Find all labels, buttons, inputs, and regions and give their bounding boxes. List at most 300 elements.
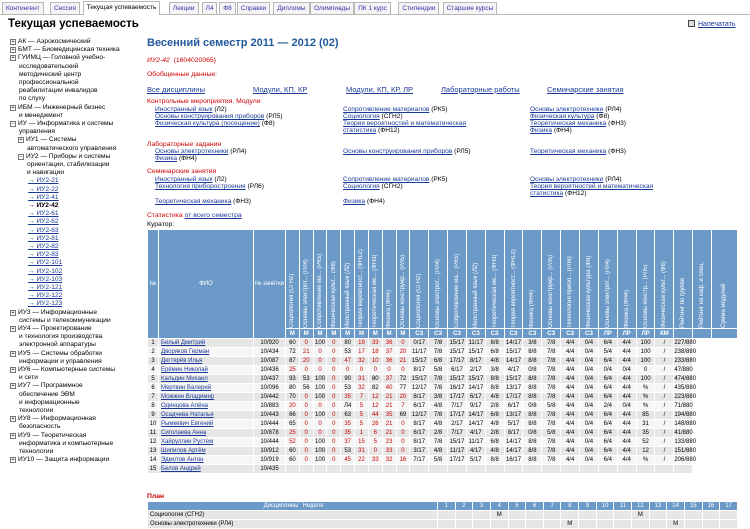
faculty-tree: [10, 38, 145, 528]
cell: 11/17: [410, 348, 429, 357]
col-book: № зачётки: [254, 230, 286, 339]
group-link[interactable]: → ИУ2-123: [28, 300, 63, 308]
table-row: [148, 420, 738, 429]
cell: 0/8: [523, 429, 542, 438]
group-link[interactable]: → ИУ2-21: [28, 177, 59, 185]
group-link[interactable]: → ИУ2-83: [28, 251, 59, 259]
cell: 4/4: [561, 447, 580, 456]
tree-item[interactable]: + ИУ8 — Информационная: [11, 415, 96, 423]
col-type: КМ: [655, 329, 674, 339]
general-link[interactable]: Лабораторные работы: [441, 85, 520, 94]
cell: 0: [327, 366, 341, 375]
arrow-icon: →: [28, 243, 37, 250]
subject-item[interactable]: Физика (ФН4): [343, 198, 385, 205]
expand-icon[interactable]: +: [11, 383, 15, 390]
cell: /: [655, 429, 674, 438]
subject-item[interactable]: Физическая культура (посещение) (Ф8): [155, 120, 275, 127]
tree-item[interactable]: технологии: [19, 448, 54, 455]
cell: 11/17: [466, 339, 485, 348]
group-link[interactable]: → ИУ2-101: [28, 259, 63, 267]
cell: 47: [341, 357, 355, 366]
cell: /: [655, 357, 674, 366]
cell: [598, 465, 617, 474]
subject-item[interactable]: Теоретическая механика (ФН3): [530, 148, 626, 155]
tab-3[interactable]: Текущая успеваемость: [83, 1, 161, 15]
col-subject[interactable]: Физика (ФН4): [617, 230, 636, 329]
tree-item[interactable]: исследовательский: [19, 62, 79, 70]
tree-item[interactable]: профессиональной: [19, 79, 79, 86]
expand-icon[interactable]: +: [11, 350, 15, 357]
cell: 7/17: [448, 402, 467, 411]
subject-item[interactable]: Иностранный язык (Л2): [155, 176, 227, 183]
tab-5[interactable]: Л4: [202, 2, 218, 14]
student-name[interactable]: Можжин Владимир: [159, 393, 254, 402]
expand-icon[interactable]: +: [11, 416, 15, 423]
cell: 0/4: [580, 348, 599, 357]
tree-item[interactable]: − ИУ2 — Приборы и системы: [19, 152, 111, 160]
cell: 0: [313, 420, 327, 429]
general-link[interactable]: Модули, КП, КР: [253, 85, 308, 94]
tree-item[interactable]: информации и управления: [19, 357, 102, 365]
subject-item[interactable]: статистика (ФН12): [530, 190, 587, 197]
cell: 0: [327, 447, 341, 456]
cell: 7/8: [542, 348, 561, 357]
cell: 0: [299, 456, 313, 465]
cell: 6/17: [504, 402, 523, 411]
group-link[interactable]: → ИУ2-42: [28, 202, 59, 209]
subject-item[interactable]: Иностранный язык (Л2): [155, 106, 227, 113]
subject-item[interactable]: Физика (ФН4): [155, 155, 197, 162]
plan-cell: [720, 520, 738, 529]
group-link[interactable]: → ИУ2-61: [28, 210, 59, 218]
cell: 60: [286, 339, 300, 348]
week-number: 13: [649, 502, 667, 511]
student-name[interactable]: Белов Андрей: [159, 465, 254, 474]
tree-item[interactable]: + ИУ9 — Теоретическая: [11, 431, 87, 439]
cell: 11: [148, 429, 159, 438]
plan-cell: [632, 520, 650, 529]
student-name[interactable]: Рымкевич Евгений: [159, 420, 254, 429]
plan-cell: М: [561, 520, 579, 529]
cell: 21: [382, 420, 396, 429]
cell: 33: [368, 456, 382, 465]
tree-item[interactable]: по слуху: [19, 95, 46, 103]
student-name[interactable]: Одинцова Алёна: [159, 402, 254, 411]
tab-2[interactable]: Сессия: [50, 2, 80, 14]
tab-11[interactable]: Стипендии: [398, 2, 439, 14]
expand-icon[interactable]: +: [11, 104, 15, 111]
expand-icon[interactable]: +: [11, 47, 15, 54]
cell: 37: [382, 375, 396, 384]
tree-item[interactable]: + АК — Аэрокосмический: [11, 38, 91, 45]
plan-header: Дисциплины Неделя: [148, 502, 438, 511]
cell: 7/8: [429, 375, 448, 384]
tree-item[interactable]: электронной аппаратуры: [19, 341, 96, 349]
subject-item[interactable]: Основы электротехники (РЛ4): [155, 148, 247, 155]
cell: 12/17: [411, 412, 427, 418]
tab-1[interactable]: Контингент: [2, 2, 44, 14]
cell: 6: [368, 429, 382, 438]
expand-icon[interactable]: +: [11, 55, 15, 62]
cell: 7/17: [410, 456, 429, 465]
tab-8[interactable]: Дипломы: [273, 2, 309, 14]
student-name[interactable]: Осадчева Наталья: [159, 411, 254, 420]
cell: 10/087: [254, 357, 286, 366]
tree-item[interactable]: ориентации, стабилизации: [27, 161, 110, 168]
plan-cell: [667, 511, 685, 520]
collapse-icon[interactable]: −: [19, 153, 23, 160]
student-name[interactable]: Хайруллин Рустем: [159, 438, 254, 447]
tree-item[interactable]: и технология производства: [19, 333, 103, 341]
col-subject[interactable]: Основы электрот... (РЛ4): [598, 230, 617, 329]
cell: 7/8: [542, 339, 561, 348]
expand-icon[interactable]: +: [11, 326, 15, 332]
cell: 17/17: [449, 394, 465, 400]
group-header: [147, 57, 216, 64]
subject-item[interactable]: Основы электротехники (РЛ4): [530, 106, 622, 113]
cell: 10/435: [254, 465, 286, 474]
student-name[interactable]: Ерёмин Николай: [159, 366, 254, 375]
tree-item[interactable]: и сети: [19, 374, 38, 382]
cell: 0/4: [580, 366, 599, 375]
subject-item[interactable]: Физическая культура (Ф8): [530, 113, 610, 120]
tree-item[interactable]: + ИБМ — Инженерный бизнес: [11, 103, 106, 111]
col-subject[interactable]: Социология (СГН2): [286, 230, 300, 329]
subject-item[interactable]: Социология (СГН2): [343, 183, 403, 190]
cell: 4/4: [561, 411, 580, 420]
subject-item[interactable]: Теоретическая механика (ФН3): [530, 120, 626, 127]
col-subject[interactable]: Иностранный язык (Л2): [341, 230, 355, 329]
cell: 5/4: [598, 348, 617, 357]
group-link[interactable]: → ИУ2-103: [28, 275, 63, 283]
col-subject[interactable]: Основы электрот... (РЛ4): [429, 230, 448, 329]
cell: 0: [313, 357, 327, 366]
cell: 0/4: [580, 420, 599, 429]
week-number: 17: [720, 502, 738, 511]
tree-item[interactable]: управления: [19, 128, 55, 136]
cell: 6/8: [485, 411, 504, 420]
cell: 26: [368, 420, 382, 429]
cell: 6/17: [448, 366, 467, 375]
col-type: М: [355, 329, 369, 339]
subject-item[interactable]: Теория вероятностей и математическая: [343, 120, 467, 127]
cell: /: [655, 420, 674, 429]
group-link[interactable]: → ИУ2-82: [28, 243, 59, 250]
cell: 14/17: [506, 358, 522, 364]
general-link[interactable]: Все дисциплины: [147, 85, 205, 94]
col-subject[interactable]: Теоретическая ме... (ФН3): [368, 230, 382, 329]
arrow-icon: →: [28, 300, 37, 308]
group-code: ИУ2-42: [147, 57, 170, 64]
subject-item[interactable]: Социология (СГН2): [343, 113, 403, 120]
col-subject[interactable]: Рейтинг по группе: [674, 230, 693, 329]
student-name[interactable]: Белый Дмитрий: [159, 339, 254, 348]
cell: 82: [368, 384, 382, 393]
table-row: [148, 402, 738, 411]
tree-item[interactable]: реабилитации инвалидов: [19, 87, 98, 95]
group-link[interactable]: → ИУ2-102: [28, 267, 63, 275]
cell: 21: [396, 357, 410, 366]
cell: 10/883: [254, 402, 286, 411]
cell: 8/17: [466, 357, 485, 366]
cell: 4/4: [617, 339, 636, 348]
cell: 21: [382, 429, 396, 438]
col-subject[interactable]: Физика (ФН4): [523, 230, 542, 329]
semester-title: Весенний семестр 2011 — 2012 (02): [147, 37, 339, 49]
cell: 4/4: [617, 357, 636, 366]
tree-item[interactable]: + ИУ4 — Проектирование: [11, 325, 92, 332]
general-link[interactable]: Семинарские занятия: [547, 85, 624, 94]
tree-item[interactable]: и менеджмент: [19, 111, 63, 119]
tree-item[interactable]: + ИУ10 — Защита информации: [11, 456, 110, 464]
tree-item[interactable]: технологии: [19, 407, 54, 414]
cell: /: [655, 438, 674, 447]
lab-label: Лабораторные задания: [147, 141, 222, 148]
cell: 15/17: [449, 340, 465, 346]
subject-item[interactable]: Физика (ФН4): [530, 127, 572, 134]
student-name[interactable]: Эдмотов Антон: [159, 456, 254, 465]
col-type: ЛР: [598, 329, 617, 339]
tree-item[interactable]: + ИУ5 — Системы обработки: [11, 349, 102, 357]
cell: 69: [396, 411, 410, 420]
cell: 238/880: [674, 349, 697, 355]
print-button[interactable]: Напечатать: [688, 20, 736, 28]
cell: 5/8: [542, 402, 561, 411]
group-link[interactable]: → ИУ2-63: [28, 226, 59, 234]
expand-icon[interactable]: +: [19, 137, 23, 144]
cell: 0/17: [410, 339, 429, 348]
tree-item[interactable]: + ИУ1 — Системы: [19, 136, 77, 144]
cell: [299, 465, 313, 474]
plan-cell: [526, 511, 544, 520]
cell: 0: [396, 447, 410, 456]
cell: 4/8: [429, 447, 448, 456]
cell: 4/4: [561, 366, 580, 375]
table-row: [148, 393, 738, 402]
tab-12[interactable]: Старшие курсы: [443, 2, 498, 14]
expand-icon[interactable]: +: [11, 309, 15, 316]
student-name[interactable]: Кальдин Михаил: [159, 375, 254, 384]
week-number: 15: [684, 502, 702, 511]
col-subject[interactable]: Физика (ФН4): [382, 230, 396, 329]
tab-6[interactable]: Ф8: [219, 2, 236, 14]
plan-cell: М: [632, 511, 650, 520]
control-label: Контрольные мероприятия. Модули: [147, 98, 261, 105]
cell: 0/4: [580, 402, 599, 411]
col-subject[interactable]: Физическая культ... (Ф8): [327, 230, 341, 329]
table-row: [148, 456, 738, 465]
general-label: Обобщенные данные:: [147, 71, 218, 78]
subject-item[interactable]: Основы конструирования приборов (РЛ5): [155, 113, 283, 120]
col-type: ЛР: [617, 329, 636, 339]
group-link[interactable]: → ИУ2-22: [28, 185, 59, 193]
col-subject[interactable]: Рейтинг на каф. и спец.: [692, 230, 711, 329]
collapse-icon[interactable]: −: [11, 121, 15, 127]
cell: 0/4: [617, 366, 636, 375]
cell: [410, 465, 429, 474]
cell: 0: [299, 429, 313, 438]
cell: 100: [315, 457, 326, 463]
cell: 13: [148, 447, 159, 456]
tree-item[interactable]: обеспечение ЭВМ: [19, 390, 75, 398]
expand-icon[interactable]: +: [11, 457, 15, 464]
cell: 100: [636, 348, 655, 357]
curator-label: Куратор:: [147, 221, 175, 228]
stats-link[interactable]: от всего семестра: [184, 212, 242, 219]
plan-cell: [596, 520, 614, 529]
cell: 8/8: [485, 384, 504, 393]
col-subject[interactable]: Сопротивление ма... (РК5): [313, 230, 327, 329]
cell: 5/8: [429, 366, 448, 375]
tree-item[interactable]: + ИУ7 — Программное: [11, 382, 83, 390]
group-link[interactable]: → ИУ2-62: [28, 218, 59, 226]
cell: [504, 465, 523, 474]
plan-cell: [526, 520, 544, 529]
tree-item[interactable]: + БМТ — Биомедицинская техника: [11, 46, 120, 54]
tab-9[interactable]: Олимпиады: [310, 2, 354, 14]
tree-item[interactable]: и навигации: [27, 169, 65, 177]
cell: 15/17: [449, 376, 465, 382]
tree-item[interactable]: + ГУИМЦ — Головной учебно-: [11, 54, 106, 62]
tab-10[interactable]: ПК 1 курс: [354, 2, 391, 14]
col-name[interactable]: ФИО: [159, 230, 254, 339]
cell: 8/8: [485, 456, 504, 465]
tree-item[interactable]: системы и телекоммуникации: [19, 316, 111, 324]
plan-cell: [579, 511, 597, 520]
tree-item[interactable]: информатика и компьютерные: [19, 439, 114, 447]
cell: 6/4: [598, 447, 617, 456]
week-number: 4: [490, 502, 508, 511]
subject-item[interactable]: статистика (ФН12): [343, 127, 400, 134]
cell: 6/4: [598, 411, 617, 420]
subject-item[interactable]: Технология приборостроения (РЛ6): [155, 183, 264, 190]
cell: [655, 465, 674, 474]
cell: 7/8: [542, 456, 561, 465]
tree-item[interactable]: безопасность: [19, 423, 61, 431]
cell: 87: [286, 357, 300, 366]
col-subject[interactable]: Основы констр... (РЛ5): [636, 230, 655, 329]
cell: 10/443: [254, 411, 286, 420]
cell: 60: [286, 456, 300, 465]
expand-icon[interactable]: +: [11, 367, 15, 373]
col-subject[interactable]: Теория вероятност... (ФН12): [504, 230, 523, 329]
subject-item[interactable]: Сопротивление материалов (РК5): [343, 106, 448, 113]
cell: 4/8: [485, 393, 504, 402]
col-subject[interactable]: Основы конструир... (РЛ5): [542, 230, 561, 329]
student-name[interactable]: Дегтярёв Илья: [159, 357, 254, 366]
cell: 16/17: [449, 385, 465, 391]
cell: 4/8: [429, 420, 448, 429]
col-type: М: [382, 329, 396, 339]
cell: 15/17: [449, 439, 465, 445]
cell: 15/17: [468, 349, 484, 355]
cell: 6/4: [598, 357, 617, 366]
general-link[interactable]: Модули, КП, КР, ЛР: [346, 85, 414, 94]
expand-icon[interactable]: +: [11, 39, 15, 45]
cell: 7: [396, 402, 410, 411]
week-number: 10: [596, 502, 614, 511]
cell: %: [636, 402, 655, 411]
group-link[interactable]: → ИУ2-122: [28, 292, 63, 300]
arrow-icon: →: [28, 234, 37, 242]
student-name[interactable]: Шипилов Артём: [159, 447, 254, 456]
cell: 100: [315, 448, 326, 454]
tab-7[interactable]: Справки: [237, 2, 270, 14]
cell: 20: [396, 393, 410, 402]
col-subject[interactable]: Основы конструир... (РЛ5): [396, 230, 410, 329]
col-subject[interactable]: Сопротивление ма... (РК5): [448, 230, 467, 329]
cell: 7: [148, 393, 159, 402]
cell: 2/17: [448, 420, 467, 429]
cell: 72: [286, 348, 300, 357]
col-subject[interactable]: Технология прибо... (РЛ6): [561, 230, 580, 329]
tree-item[interactable]: автоматического управления: [27, 144, 117, 152]
col-subject[interactable]: Физическая культура (Ф8): [580, 230, 599, 329]
tree-item[interactable]: методический центр: [19, 70, 82, 78]
group-link[interactable]: → ИУ2-41: [28, 193, 59, 201]
expand-icon[interactable]: +: [11, 432, 15, 439]
subject-item[interactable]: Теория вероятностей и математическая: [530, 183, 654, 190]
cell: 37: [341, 438, 355, 447]
col-subject[interactable]: Сумма модулей: [711, 230, 737, 329]
col-type: [674, 329, 693, 339]
cell: 3/8: [485, 366, 504, 375]
plan-cell: [579, 520, 597, 529]
cell: 4: [148, 366, 159, 375]
cell: 2: [148, 348, 159, 357]
subject-item[interactable]: Теоретическая механика (ФН3): [155, 198, 251, 205]
col-subject[interactable]: Физическая культ... (Ф8): [655, 230, 674, 329]
cell: 11/17: [448, 447, 467, 456]
subject-item[interactable]: Основы конструирования приборов (РЛ5): [343, 148, 471, 155]
col-subject[interactable]: Иностранный язык (Л2): [466, 230, 485, 329]
cell: 16/17: [506, 457, 522, 463]
cell: 9/17: [466, 402, 485, 411]
cell: 21: [382, 402, 396, 411]
tree-item[interactable]: и информационные: [19, 398, 80, 406]
cell: [485, 465, 504, 474]
cell: [523, 465, 542, 474]
tree-item[interactable]: + ИУ6 — Компьютерные системы: [11, 366, 116, 373]
tab-4[interactable]: Лекции: [169, 2, 199, 14]
cell: 100: [636, 357, 655, 366]
cell: 151/880: [674, 448, 697, 454]
cell: 4/4: [617, 420, 636, 429]
group-link[interactable]: → ИУ2-81: [28, 234, 59, 242]
group-link[interactable]: → ИУ2-121: [28, 284, 63, 291]
table-row: [148, 384, 738, 393]
tree-item[interactable]: − ИУ — Информатика и системы: [11, 120, 114, 127]
subject-item[interactable]: Основы электротехники (РЛ4): [530, 176, 622, 183]
col-subject[interactable]: Социология (СГН2): [410, 230, 429, 329]
plan-table: [147, 501, 738, 529]
table-row: [148, 465, 738, 474]
cell: 15/17: [449, 349, 465, 355]
col-subject[interactable]: Теоретическая ме... (ФН3): [485, 230, 504, 329]
col-subject[interactable]: Теория вероятност... (ФН12): [355, 230, 369, 329]
tree-item[interactable]: + ИУ3 — Информационные: [11, 308, 98, 316]
subject-item[interactable]: Сопротивление материалов (РК5): [343, 176, 448, 183]
cell: 19: [355, 339, 369, 348]
student-name[interactable]: Мертвин Валерий: [159, 384, 254, 393]
student-name[interactable]: Дворяков Герман: [159, 348, 254, 357]
cell: 227/880: [674, 340, 697, 346]
cell: 20: [299, 357, 313, 366]
student-name[interactable]: Сиголаева Анна: [159, 429, 254, 438]
col-subject[interactable]: Основы электрот... (РЛ4): [299, 230, 313, 329]
cell: 0: [396, 339, 410, 348]
cell: 0/4: [580, 411, 599, 420]
